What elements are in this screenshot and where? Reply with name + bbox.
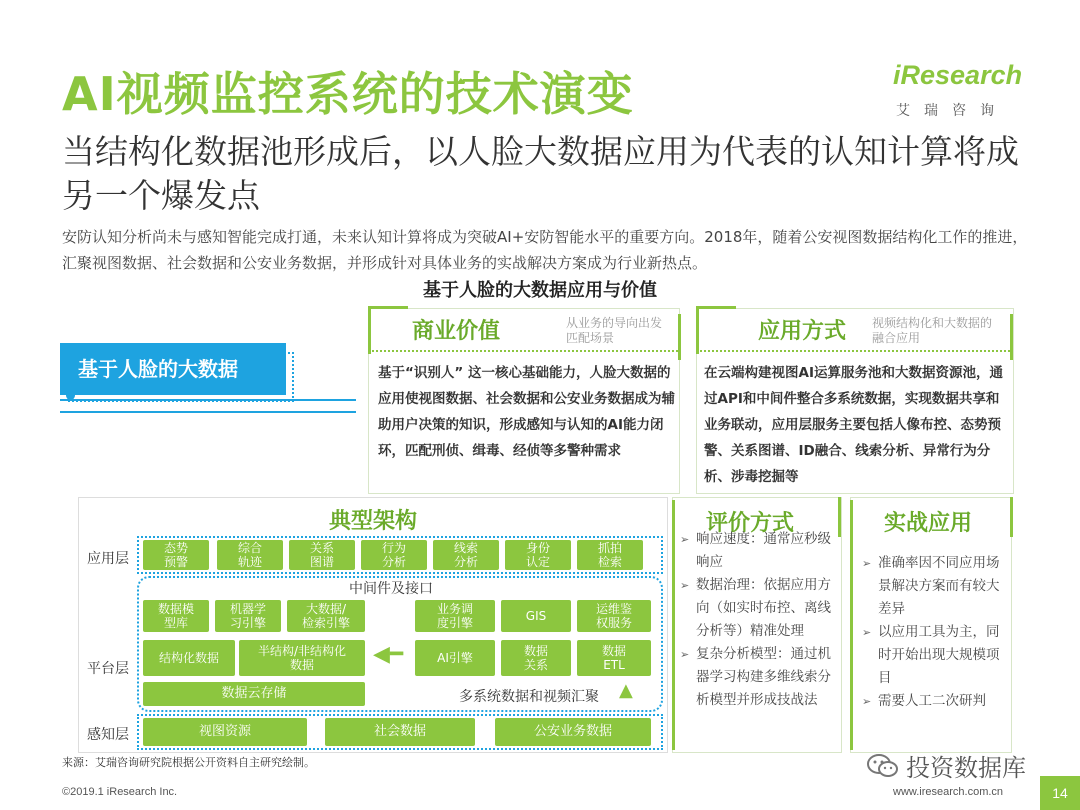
semi-structured-data: 半结构/非结构化 数据 — [239, 640, 365, 676]
middleware-label: 中间件及接口 — [349, 581, 433, 597]
structured-data: 结构化数据 — [143, 640, 235, 676]
section-title: 基于人脸的大数据应用与价值 — [423, 280, 657, 301]
platform-item: 运维鉴 权服务 — [577, 600, 651, 632]
perception-item: 公安业务数据 — [495, 718, 651, 746]
app-item: 综合 轨迹 — [217, 540, 283, 570]
app-item: 关系 图谱 — [289, 540, 355, 570]
business-value-body: 基于“识别人” 这一核心基础能力，人脸大数据的应用使视图数据、社会数据和公安业务数据成为辅助用户决策的知识，形成感知与认知的AI能力闭环，匹配刑侦、缉毒、经侦等多警种需求 — [378, 365, 675, 459]
evaluation-item: ➢ 数据治理：依据应用方向（如实时布控、离线分析等）精准处理 — [680, 574, 836, 643]
logo-text: iResearch — [893, 60, 1023, 90]
page-subtitle: 当结构化数据池形成后，以人脸大数据应用为代表的认知计算将成另一个爆发点 — [62, 132, 1019, 215]
layer-label-app: 应用层 — [87, 551, 129, 567]
app-item: 态势 预警 — [143, 540, 209, 570]
platform-item: 业务调 度引擎 — [415, 600, 495, 632]
watermark — [866, 748, 1026, 783]
up-arrow-icon: ▲ — [619, 680, 633, 701]
connector-dot — [66, 391, 75, 400]
aggregation-label: 多系统数据和视频汇聚 — [459, 689, 599, 705]
platform-item: 机器学 习引擎 — [215, 600, 281, 632]
app-item: 身份 认定 — [505, 540, 571, 570]
practice-item: ➢ 以应用工具为主，同时开始出现大规模项目 — [862, 621, 1008, 690]
ai-engine: AI引擎 — [415, 640, 495, 676]
left-arrow-icon: ◀━ — [373, 642, 404, 667]
application-divider — [700, 350, 1010, 352]
business-divider — [372, 350, 678, 352]
practice-heading: 实战应用 — [884, 511, 973, 536]
wechat-icon — [866, 753, 900, 779]
data-etl: 数据 ETL — [577, 640, 651, 676]
practice-item: ➢ 需要人工二次研判 — [862, 690, 1008, 713]
business-value-note: 从业务的导向出发 匹配场景 — [566, 316, 663, 345]
practice-bar-right — [1010, 497, 1013, 537]
source-note: 来源：艾瑞咨询研究院根据公开资料自主研究绘制。 — [62, 756, 315, 769]
intro-paragraph: 安防认知分析尚未与感知智能完成打通，未来认知计算将成为突破AI+安防智能水平的重要方向。2018年，随着公安视图数据结构化工作的推进，汇聚视图数据、社会数据和公安业务数据，并形成针对具体业务的实战解决方案成为行业新热点。 — [62, 228, 1028, 272]
business-value-heading: 商业价值 — [412, 319, 501, 344]
page-number: 14 — [1040, 776, 1080, 810]
connector-line-bottom — [60, 411, 356, 413]
evaluation-bar-right — [838, 497, 841, 537]
layer-label-perception: 感知层 — [87, 727, 129, 743]
application-bar-left — [696, 306, 699, 354]
architecture-panel — [78, 497, 668, 753]
website-link[interactable]: www.iresearch.com.cn — [893, 786, 1004, 798]
business-bar-left — [368, 306, 371, 354]
evaluation-item: ➢ 复杂分析模型：通过机器学习构建多维线索分析模型并形成技战法 — [680, 643, 836, 712]
practice-item: ➢ 准确率因不同应用场景解决方案而有较大差异 — [862, 552, 1008, 621]
page-title: AI视频监控系统的技术演变 — [62, 67, 634, 121]
application-note: 视频结构化和大数据的 融合应用 — [872, 316, 993, 345]
data-relation: 数据 关系 — [501, 640, 571, 676]
copyright: ©2019.1 iResearch Inc. — [62, 786, 178, 798]
architecture-title: 典型架构 — [328, 509, 417, 534]
application-body: 在云端构建视图AI运算服务池和大数据资源池，通过API和中间件整合多系统数据，实现数据共享和业务联动，应用层服务主要包括人像布控、态势预警、关系图谱、ID融合、线索分析、异常行为分析、涉毒挖掘等 — [704, 365, 1003, 485]
evaluation-heading: 评价方式 — [706, 511, 795, 536]
data-cloud-storage: 数据云存储 — [143, 682, 365, 706]
app-item: 线索 分析 — [433, 540, 499, 570]
iresearch-logo — [893, 60, 1043, 122]
evaluation-item: ➢ 响应速度：通常应秒级响应 — [680, 528, 836, 574]
app-item: 抓拍 检索 — [577, 540, 643, 570]
connector-line-top — [60, 399, 356, 401]
platform-item: 大数据/ 检索引擎 — [287, 600, 365, 632]
perception-item: 社会数据 — [325, 718, 475, 746]
watermark-text: 投资数据库 — [906, 754, 1026, 782]
evaluation-list — [680, 528, 836, 712]
platform-item: 数据模 型库 — [143, 600, 209, 632]
logo-subtext: 艾瑞咨询 — [896, 103, 1008, 119]
evaluation-bar-left — [672, 500, 675, 750]
application-heading: 应用方式 — [758, 319, 847, 344]
layer-label-platform: 平台层 — [87, 661, 129, 677]
business-bar-top — [368, 306, 408, 309]
business-bar-right — [678, 314, 681, 360]
practice-list — [862, 552, 1008, 713]
practice-bar-left — [850, 500, 853, 750]
perception-item: 视图资源 — [143, 718, 307, 746]
base-label: 基于人脸的大数据 — [60, 343, 286, 395]
app-item: 行为 分析 — [361, 540, 427, 570]
application-bar-top — [696, 306, 736, 309]
platform-item: GIS — [501, 600, 571, 632]
